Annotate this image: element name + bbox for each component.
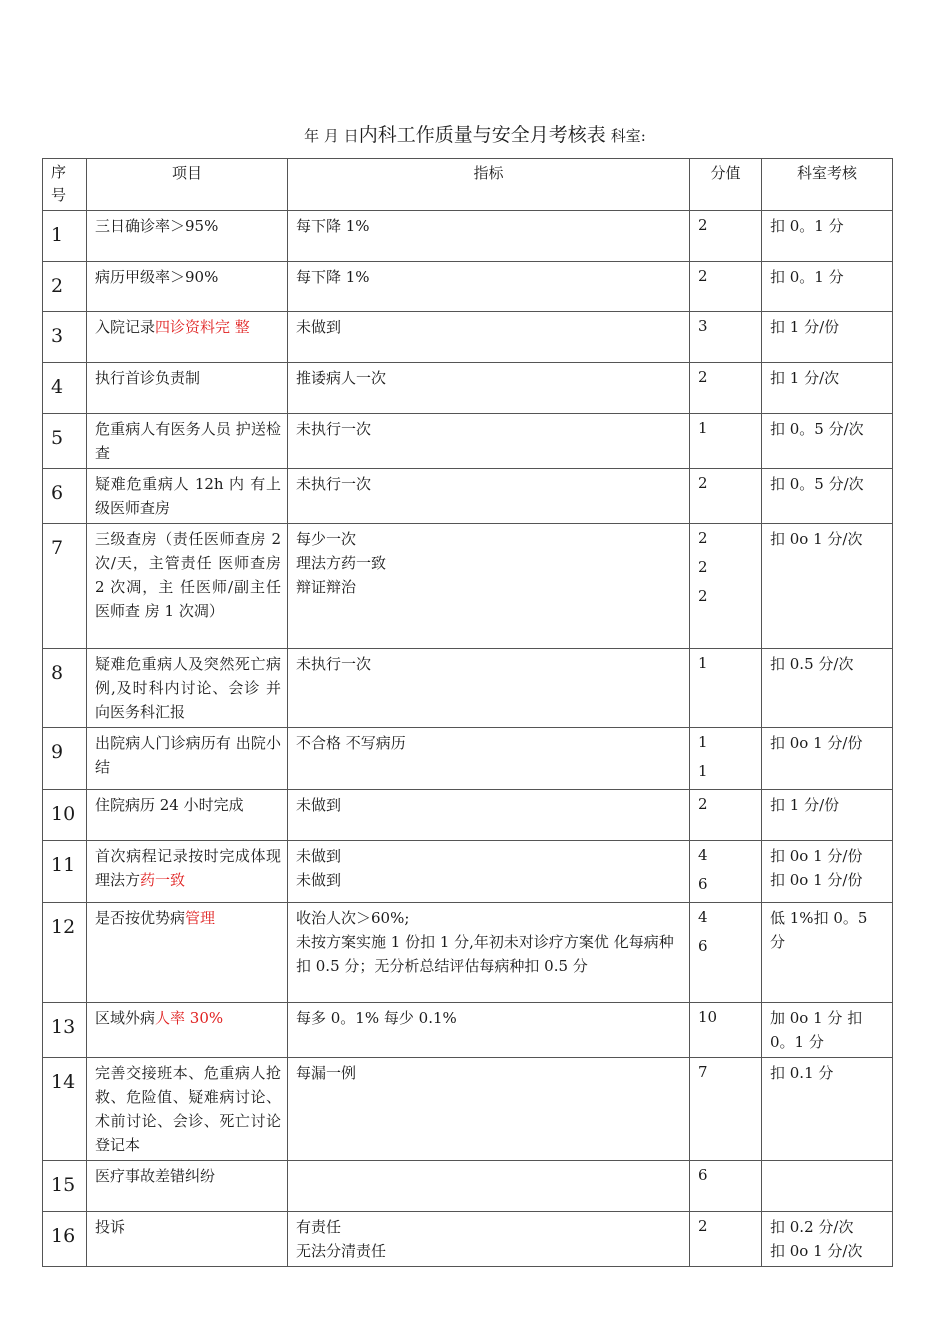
row-item	[87, 211, 288, 262]
table-row	[43, 1058, 893, 1161]
eval-line: 扣 0o 1 分/份	[770, 847, 863, 865]
item-text: 首次病程记录按时完成体现理法方	[95, 847, 281, 889]
row-eval	[762, 903, 893, 1003]
score-value: 7	[698, 1063, 708, 1081]
header-eval: 科室考核	[762, 159, 893, 211]
table-row	[43, 841, 893, 903]
row-eval	[762, 363, 893, 414]
item-highlight: 药一致	[140, 871, 186, 889]
eval-line: 扣 0。1 分	[770, 217, 844, 235]
row-number: 8	[43, 649, 87, 728]
indicator-line: 未做到	[296, 871, 342, 889]
row-score	[690, 469, 762, 524]
row-indicator	[288, 312, 690, 363]
score-value: 6	[698, 875, 708, 893]
item-highlight: 四诊资料完 整	[155, 318, 250, 336]
eval-line: 扣 1 分/份	[770, 318, 840, 336]
table-row	[43, 1003, 893, 1058]
indicator-line: 有责任	[296, 1218, 342, 1236]
row-indicator	[288, 841, 690, 903]
row-number: 9	[43, 728, 87, 790]
indicator-line: 未做到	[296, 847, 342, 865]
table-row	[43, 414, 893, 469]
score-value: 2	[698, 1217, 708, 1235]
row-score	[690, 414, 762, 469]
table-row	[43, 790, 893, 841]
row-number: 14	[43, 1058, 87, 1161]
indicator-line: 未做到	[296, 318, 342, 336]
item-text: 三日确诊率＞95%	[95, 217, 219, 235]
header-score: 分值	[690, 159, 762, 211]
row-score	[690, 649, 762, 728]
table-row	[43, 903, 893, 1003]
row-indicator	[288, 211, 690, 262]
indicator-line: 收治人次＞60%;	[296, 909, 410, 927]
row-eval	[762, 1212, 893, 1267]
row-item	[87, 1212, 288, 1267]
score-value: 2	[698, 558, 708, 576]
row-item	[87, 262, 288, 312]
table-row	[43, 312, 893, 363]
row-eval	[762, 524, 893, 649]
row-eval	[762, 841, 893, 903]
item-text: 入院记录	[95, 318, 156, 336]
header-indicator: 指标	[288, 159, 690, 211]
item-text: 完善交接班本、危重病人抢救、危险值、疑难病讨论、术前讨论、会诊、死亡讨论登记本	[95, 1064, 281, 1154]
eval-line: 扣 0o 1 分/份	[770, 871, 863, 889]
row-number: 2	[43, 262, 87, 312]
eval-line: 扣 0。5 分/次	[770, 420, 864, 438]
score-value: 2	[698, 368, 708, 386]
row-item	[87, 841, 288, 903]
row-number: 15	[43, 1161, 87, 1212]
row-score	[690, 728, 762, 790]
row-eval	[762, 312, 893, 363]
table-row	[43, 363, 893, 414]
item-text: 出院病人门诊病历有 出院小结	[95, 734, 281, 776]
row-indicator	[288, 363, 690, 414]
page-title	[0, 120, 950, 147]
indicator-line: 未按方案实施 1 份扣 1 分,年初未对诊疗方案优 化每病种扣 0.5 分；无分析总结评估每病种扣 0.5 分	[296, 933, 674, 975]
score-value: 2	[698, 267, 708, 285]
row-indicator	[288, 414, 690, 469]
score-value: 2	[698, 587, 708, 605]
row-item	[87, 312, 288, 363]
row-eval	[762, 649, 893, 728]
indicator-line: 每下降 1%	[296, 268, 370, 286]
row-item	[87, 1161, 288, 1212]
indicator-line: 推诿病人一次	[296, 369, 387, 387]
row-number: 12	[43, 903, 87, 1003]
item-text: 疑难危重病人及突然死亡病例,及时科内讨论、会诊 并向医务科汇报	[95, 655, 281, 721]
eval-line: 扣 0o 1 分/次	[770, 1242, 863, 1260]
indicator-line: 每漏一例	[296, 1064, 357, 1082]
row-eval	[762, 414, 893, 469]
row-indicator	[288, 524, 690, 649]
row-number: 3	[43, 312, 87, 363]
item-text: 住院病历 24 小时完成	[95, 796, 244, 814]
row-score	[690, 841, 762, 903]
indicator-line: 理法方药一致	[296, 554, 387, 572]
eval-line: 扣 1 分/次	[770, 369, 840, 387]
eval-line: 扣 0.1 分	[770, 1064, 834, 1082]
row-score	[690, 312, 762, 363]
table-row	[43, 1161, 893, 1212]
score-value: 1	[698, 419, 708, 437]
row-eval	[762, 1161, 893, 1212]
assessment-table	[42, 158, 893, 1267]
score-value: 2	[698, 795, 708, 813]
row-number: 13	[43, 1003, 87, 1058]
row-score	[690, 211, 762, 262]
row-number: 4	[43, 363, 87, 414]
item-text: 区域外病	[95, 1009, 156, 1027]
indicator-line: 未执行一次	[296, 420, 372, 438]
row-indicator	[288, 903, 690, 1003]
item-text: 投诉	[95, 1218, 126, 1236]
table-row	[43, 649, 893, 728]
score-value: 2	[698, 216, 708, 234]
row-eval	[762, 1058, 893, 1161]
score-value: 2	[698, 529, 708, 547]
row-indicator	[288, 469, 690, 524]
row-score	[690, 1003, 762, 1058]
row-item	[87, 524, 288, 649]
header-item: 项目	[87, 159, 288, 211]
row-item	[87, 363, 288, 414]
row-indicator	[288, 1161, 690, 1212]
row-indicator	[288, 1003, 690, 1058]
row-item	[87, 414, 288, 469]
score-value: 4	[698, 908, 708, 926]
item-highlight: 人率 30%	[155, 1009, 224, 1027]
row-eval	[762, 790, 893, 841]
table-row	[43, 1212, 893, 1267]
row-indicator	[288, 728, 690, 790]
item-text: 医疗事故差错纠纷	[95, 1167, 216, 1185]
item-text: 危重病人有医务人员 护送检查	[95, 420, 281, 462]
score-value: 10	[698, 1008, 718, 1026]
score-value: 2	[698, 474, 708, 492]
table-body	[43, 211, 893, 1267]
indicator-line: 无法分清责任	[296, 1242, 387, 1260]
row-score	[690, 1161, 762, 1212]
eval-line: 扣 0o 1 分/份	[770, 734, 863, 752]
indicator-line: 未执行一次	[296, 475, 372, 493]
row-score	[690, 524, 762, 649]
indicator-line: 未做到	[296, 796, 342, 814]
row-score	[690, 262, 762, 312]
score-value: 6	[698, 937, 708, 955]
table-row	[43, 469, 893, 524]
row-eval	[762, 1003, 893, 1058]
score-value: 1	[698, 654, 708, 672]
row-eval	[762, 262, 893, 312]
row-indicator	[288, 649, 690, 728]
row-eval	[762, 211, 893, 262]
row-score	[690, 1058, 762, 1161]
row-number: 1	[43, 211, 87, 262]
indicator-line: 每少一次	[296, 530, 357, 548]
table-row	[43, 728, 893, 790]
score-value: 4	[698, 846, 708, 864]
title-dept-label: 科室:	[610, 127, 646, 145]
row-score	[690, 903, 762, 1003]
item-text: 是否按优势病	[95, 909, 186, 927]
row-eval	[762, 469, 893, 524]
item-text: 执行首诊负责制	[95, 369, 201, 387]
title-main: 内科工作质量与安全月考核表	[358, 124, 606, 146]
row-number: 10	[43, 790, 87, 841]
row-number: 16	[43, 1212, 87, 1267]
indicator-line: 每多 0。1% 每少 0.1%	[296, 1009, 457, 1027]
row-score	[690, 1212, 762, 1267]
eval-line: 扣 0o 1 分/次	[770, 530, 863, 548]
row-eval	[762, 728, 893, 790]
row-indicator	[288, 1212, 690, 1267]
item-highlight: 管理	[185, 909, 216, 927]
row-indicator	[288, 790, 690, 841]
row-item	[87, 903, 288, 1003]
eval-line: 扣 0。5 分/次	[770, 475, 864, 493]
table-row	[43, 211, 893, 262]
table-row	[43, 524, 893, 649]
row-number: 7	[43, 524, 87, 649]
row-item	[87, 649, 288, 728]
header-no: 序号	[43, 159, 87, 211]
score-value: 3	[698, 317, 708, 335]
row-score	[690, 363, 762, 414]
indicator-line: 每下降 1%	[296, 217, 370, 235]
indicator-line: 不合格 不写病历	[296, 734, 406, 752]
item-text: 疑难危重病人 12h 内 有上级医师查房	[95, 475, 281, 517]
row-item	[87, 1058, 288, 1161]
eval-line: 低 1%扣 0。5 分	[770, 909, 868, 951]
row-indicator	[288, 1058, 690, 1161]
eval-line: 加 0o 1 分 扣 0。1 分	[770, 1009, 863, 1051]
row-number: 6	[43, 469, 87, 524]
row-number: 11	[43, 841, 87, 903]
indicator-line: 未执行一次	[296, 655, 372, 673]
table-row	[43, 262, 893, 312]
row-score	[690, 790, 762, 841]
title-date-prefix: 年 月 日	[304, 127, 359, 145]
row-number: 5	[43, 414, 87, 469]
score-value: 1	[698, 762, 708, 780]
eval-line: 扣 0.5 分/次	[770, 655, 854, 673]
score-value: 1	[698, 733, 708, 751]
row-item	[87, 790, 288, 841]
indicator-line: 辩证辩治	[296, 578, 357, 596]
eval-line: 扣 1 分/份	[770, 796, 840, 814]
eval-line: 扣 0。1 分	[770, 268, 844, 286]
item-text: 三级查房（责任医师查房 2 次/天，主管责任 医师查房 2 次凋，主 任医师/副主任医师查 房 1 次凋）	[95, 530, 281, 620]
row-item	[87, 1003, 288, 1058]
row-item	[87, 469, 288, 524]
score-value: 6	[698, 1166, 708, 1184]
item-text: 病历甲级率＞90%	[95, 268, 219, 286]
row-indicator	[288, 262, 690, 312]
eval-line: 扣 0.2 分/次	[770, 1218, 854, 1236]
table-header-row	[43, 159, 893, 211]
row-item	[87, 728, 288, 790]
